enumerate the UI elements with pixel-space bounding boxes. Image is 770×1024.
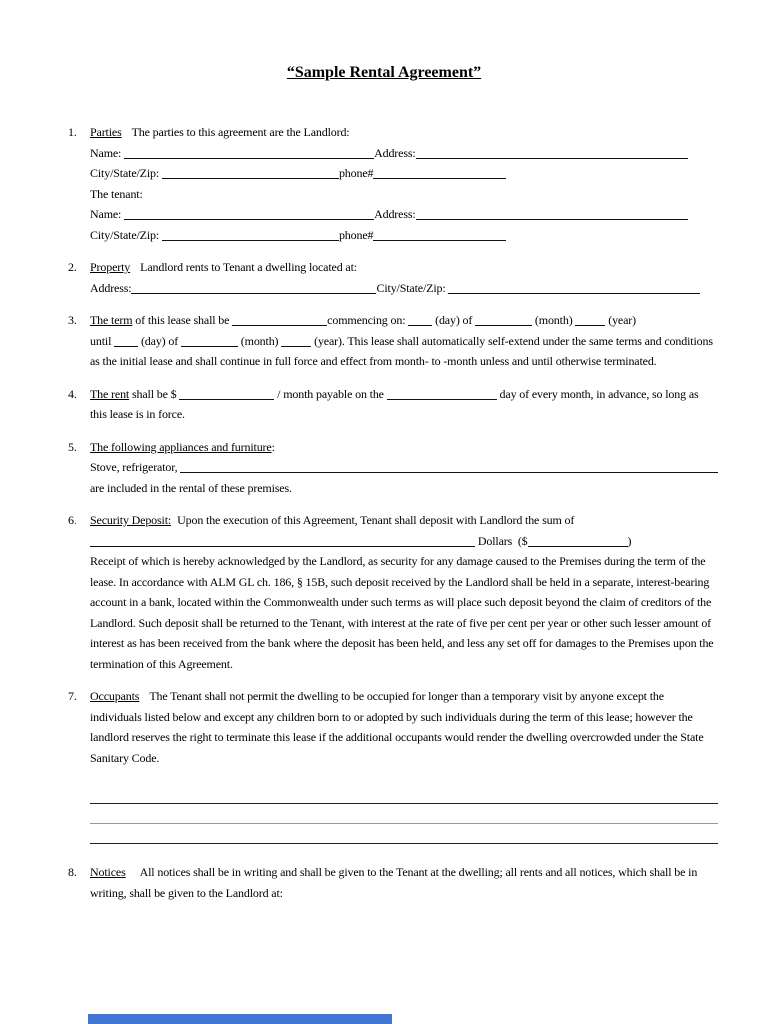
text: :	[271, 439, 275, 454]
rent-paragraph	[90, 384, 718, 425]
tenant-address-field[interactable]	[416, 206, 688, 220]
text: (month)	[532, 313, 576, 327]
text: (month)	[237, 333, 282, 348]
rent-heading: The rent	[90, 386, 130, 401]
occupants-paragraph	[90, 686, 718, 768]
tenant-phone-field[interactable]	[373, 227, 506, 241]
text: / month payable on the	[274, 386, 387, 401]
property-address-field[interactable]	[131, 280, 376, 294]
property-heading: Property	[90, 260, 131, 274]
occupants-heading: Occupants	[90, 689, 140, 703]
rent-due-day-field[interactable]	[387, 386, 497, 400]
document-title: “Sample Rental Agreement”	[286, 64, 482, 81]
parties-lead-text: The parties to this agreement are the Landlord:	[131, 125, 350, 139]
landlord-csz-label: City/State/Zip:	[90, 166, 162, 180]
tenant-address-label: Address:	[374, 207, 416, 221]
landlord-name-label: Name:	[90, 145, 125, 160]
start-month-field[interactable]	[475, 312, 532, 326]
rental-agreement-document	[68, 64, 718, 915]
text: All notices shall be in writing and shall be given to the Tenant at the dwelling; all rents and all notices, which shall be in writing, shall be given to the Landlord at:	[90, 865, 698, 900]
appliances-heading: The following appliances and furniture	[90, 439, 272, 454]
item-number-digit: 6	[68, 513, 74, 527]
landlord-csz-field[interactable]	[162, 165, 339, 179]
dollars-label: Dollars ($	[475, 533, 528, 548]
occupants-write-in-lines	[90, 784, 718, 844]
deposit-lead	[90, 510, 718, 531]
property-lead	[90, 257, 718, 278]
item-number-period-red: .	[73, 513, 77, 527]
parties-heading: Parties	[90, 125, 122, 139]
property-csz-label: City/State/Zip:	[376, 280, 449, 295]
deposit-heading: Security Deposit:	[90, 513, 172, 527]
occupants-line-1[interactable]	[90, 784, 718, 804]
section-parties	[68, 122, 718, 245]
item-number: 7.	[68, 689, 77, 703]
item-number: 8.	[68, 865, 77, 879]
tenant-name-field[interactable]	[124, 206, 374, 220]
item-number: 2.	[68, 260, 77, 274]
appliances-tail-text: are included in the rental of these premises.	[90, 480, 292, 495]
term-heading: The term	[90, 313, 133, 327]
end-year-field[interactable]	[281, 333, 311, 347]
term-length-field[interactable]	[232, 312, 327, 326]
bottom-progress-bar	[88, 1014, 392, 1024]
notices-heading: Notices	[90, 865, 126, 879]
section-rent	[68, 384, 718, 425]
text: until	[90, 333, 115, 348]
notices-paragraph	[90, 862, 718, 903]
tenant-phone-label: phone#	[338, 227, 374, 242]
text: commencing on:	[327, 313, 409, 327]
parties-lead	[90, 122, 718, 143]
start-day-field[interactable]	[408, 312, 432, 326]
text: (day) of	[138, 333, 181, 348]
item-number: 5.	[68, 439, 77, 454]
text: day of every month, in advance, so long as this lease is in force.	[90, 386, 699, 421]
end-day-field[interactable]	[114, 333, 138, 347]
item-number: 3.	[68, 313, 77, 327]
text: The Tenant shall not permit the dwelling to be occupied for longer than a temporary visit by anyone except the individuals listed below and except any children born to or adopted by such individuals during the term of this lease; however the landlord reserves the right to terminate this lease if the additional occupants would render the dwelling overcrowded under the State Sanitary Code.	[90, 689, 704, 765]
text: (year). This lease shall automatically self-extend under the same terms and conditions as the initial lease and shall continue in full force and effect from month- to -month unless and until otherwise terminated.	[90, 333, 713, 368]
occupants-line-3[interactable]	[90, 824, 718, 844]
section-occupants	[68, 686, 718, 768]
landlord-address-label: Address:	[374, 145, 416, 160]
tenant-name-label: Name:	[90, 207, 125, 221]
section-security-deposit	[68, 510, 718, 674]
landlord-name-field[interactable]	[124, 145, 374, 159]
item-number: 4.	[68, 386, 77, 401]
section-property	[68, 257, 718, 298]
text: (year)	[605, 313, 636, 327]
item-number: 1.	[68, 125, 77, 139]
property-address-label: Address:	[90, 280, 132, 295]
end-month-field[interactable]	[181, 333, 238, 347]
landlord-address-field[interactable]	[416, 145, 688, 159]
term-paragraph	[90, 310, 718, 372]
landlord-phone-label: phone#	[338, 166, 374, 180]
appliances-list-field[interactable]	[180, 459, 718, 473]
deposit-amount-words-field[interactable]	[90, 533, 475, 547]
section-appliances	[68, 437, 718, 499]
text: (day) of	[432, 313, 476, 327]
close-paren: )	[627, 533, 632, 548]
tenant-csz-field[interactable]	[162, 227, 339, 241]
rent-amount-field[interactable]	[179, 386, 274, 400]
text: shall be $	[129, 386, 180, 401]
appliances-lead	[90, 437, 718, 458]
landlord-phone-field[interactable]	[373, 165, 506, 179]
item-number	[68, 510, 90, 674]
appliances-list-label: Stove, refrigerator,	[90, 460, 181, 474]
start-year-field[interactable]	[575, 312, 605, 326]
deposit-amount-numeric-field[interactable]	[528, 533, 628, 547]
deposit-terms-paragraph: Receipt of which is hereby acknowledged by the Landlord, as security for any damage caused to the Premises during the term of the lease. In accordance with ALM GL ch. 186, § 15B, such deposit received by the Landlord shall be held in a separate, interest-bearing account in a bank, located within the Commonwealth under such terms as will place such deposit beyond the claim of creditors of the Landlord. Such deposit shall be returned to the Tenant, with interest at the rate of five per cent per year or other such lesser amount of interest as has been received from the bank where the deposit has been held, and less any set off for damages to the Premises upon the termination of this Agreement.	[90, 554, 714, 671]
section-term	[68, 310, 718, 372]
tenant-csz-label: City/State/Zip:	[90, 227, 162, 242]
property-lead-text: Landlord rents to Tenant a dwelling located at:	[140, 260, 357, 274]
tenant-lead: The tenant:	[90, 186, 143, 201]
property-csz-field[interactable]	[448, 280, 700, 294]
text: of this lease shall be	[132, 313, 233, 327]
section-notices	[68, 862, 718, 903]
text: Upon the execution of this Agreement, Tenant shall deposit with Landlord the sum of	[177, 513, 575, 527]
occupants-line-2[interactable]	[90, 804, 718, 824]
